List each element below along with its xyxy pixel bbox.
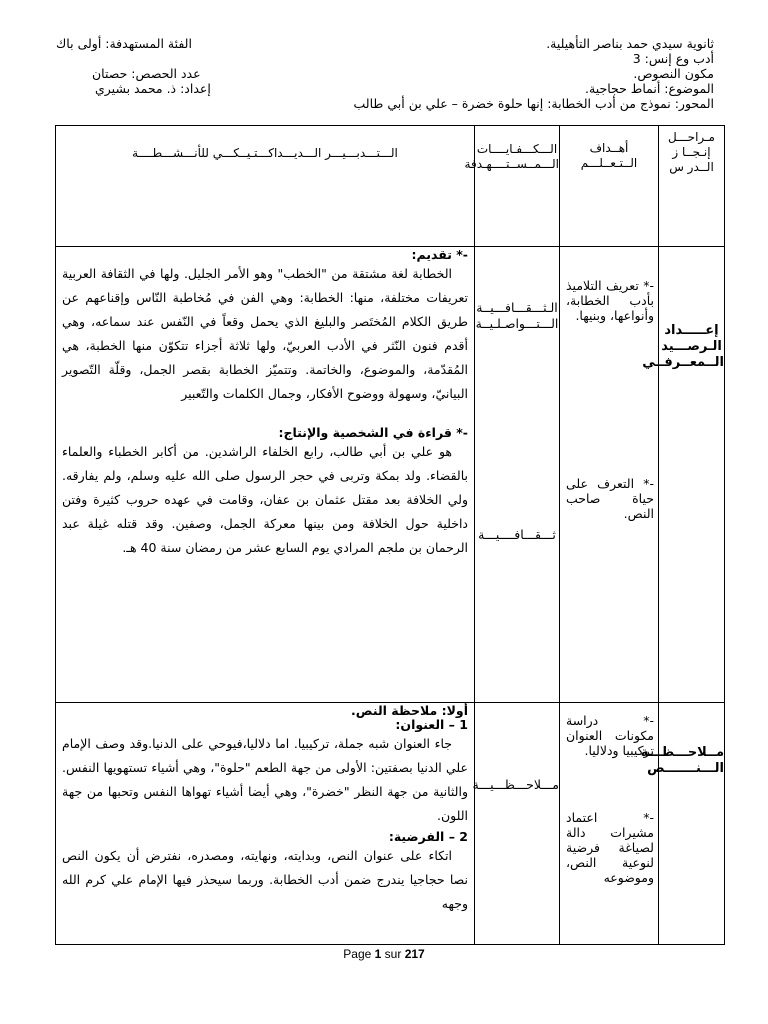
axis-line: المحور: نموذج من أدب الخطابة: إنها حلوة خضرة – علي بن أبي طالب — [353, 96, 714, 111]
section-title: -* تقديم: — [411, 247, 468, 262]
header-competencies: الـــكـــفـايــــات الـــمــســتــــهـدفة — [475, 126, 560, 247]
stage-cell — [642, 247, 725, 703]
stage-cell — [640, 703, 725, 945]
page-footer — [0, 947, 768, 961]
competency-item: مـــلاحـــظـــيـــة — [472, 777, 559, 792]
section-title: -* قراءة في الشخصية والإنتاج: — [278, 425, 468, 440]
competencies-cell — [475, 247, 560, 703]
goal-item: -* التعرف على حياة صاحب النص. — [566, 476, 654, 521]
goals-cell — [560, 247, 659, 703]
competencies-cell — [472, 703, 560, 945]
sessions-count: عدد الحصص: حصتان — [92, 66, 201, 81]
header-stages: مـراحـــل إنـجــا ز الــدر س — [659, 126, 725, 247]
goal-item: -* تعريف التلاميذ بأدب الخطابة، وأنواعها، وبنيها. — [566, 278, 654, 323]
section-title: 1 – العنوان: — [395, 717, 468, 732]
table-row — [56, 703, 725, 945]
school-name: ثانوية سيدي حمد بناصر التأهيلية. — [546, 36, 714, 51]
component-line: مكون النصوص. — [633, 66, 714, 81]
goal-item: -* اعتماد مشيرات دالة لصياغة فرضية لنوعية النص، وموضوعه — [566, 810, 654, 885]
table-header-row — [56, 126, 725, 247]
target-group: الفئة المستهدفة: أولى باك — [56, 36, 192, 51]
prepared-by: إعداد: ذ. محمد بشيري — [95, 81, 211, 96]
topic-line: الموضوع: أنماط حجاجية. — [585, 81, 714, 96]
header-activities: الـــتـــدبـــيـــر الـــديـــداكـــتـيــكـــي للأنـــشـــطــــة — [56, 126, 475, 247]
table-row — [56, 247, 725, 703]
section-title: 2 – الفرضية: — [388, 829, 468, 844]
page-total: 217 — [404, 947, 425, 961]
activities-cell — [56, 703, 475, 945]
goals-cell — [560, 703, 659, 945]
stage-label: مــلاحـــظـــة الـــنـــــــص — [640, 745, 724, 776]
section-text: هو علي بن أبي طالب، رابع الخلفاء الراشدين. من أكابر الخطباء والعلماء بالقضاء. ولد بمكة وتربى في حجر الرسول صلى الله عليه وسلم، ولم يفارقه. ولي الخلافة بعد مقتل عثمان بن عفان، وقامت في عهده حروب كثيرة وفتن داخلية حول الخلافة ومن بينها معركة الجمل، وصفين. وقد قتله غيلة عبد الرحمان بن ملجم المرادي يوم السابع عشر من رمضان سنة 40 هـ. — [62, 444, 468, 555]
section-text: اتكاء على عنوان النص، وبدايته، ونهايته، ومصدره، نفترض أن يكون النص نصا حجاجيا يندرج ضمن أدب الخطابة. وربما سيحذر فيها الإمام علي كرم الله وجهه — [62, 848, 468, 911]
section-text: جاء العنوان شبه جملة، تركيبيا. اما دلاليا،فيوحي على الدنيا.وقد وصف الإمام علي الدنيا بصفتين: الأولى من جهة الطعم "حلوة"، وهي أشياء تستهويها النفس. والثانية من جهة النظر "خضرة"، وهي أيضا أشياء تهواها النفس وتحبها من جهة اللون. — [62, 736, 468, 823]
competency-item: الـثـــقـــافـــيــة الـــتـــواصـلـيــة — [475, 300, 559, 331]
activities-cell — [56, 247, 475, 703]
goal-item: -* دراسة مكونات العنوان تركيبيا ودلاليا. — [566, 713, 654, 758]
branch-level: أدب وع إنس: 3 — [632, 51, 714, 66]
competency-item: ثـــقـــافــــيـــة — [478, 527, 556, 542]
of-label: sur — [384, 947, 402, 961]
section-text: الخطابة لغة مشتقة من "الخطب" وهو الأمر الجليل. ولها في الثقافة العربية تعريفات مختلفة، منها: الخطابة: وهي الفن في مُخاطبة النّاس وإقناعهم عن طريق الكلام المُختَصر والبليغ الذي يحمل وقعاً في النّفس عند سماعه، وهي أقدم فنون النّثر في الأدب العربيّ، ولها ثلاثة أجزاء تتكوّن منها الخطبة، هي المُقدّمة، والموضوع، والخاتمة. وتتميّز الخطابة بقصر الجمل، وقلّة التّصوير البيانيّ، وسهولة ووضوح الأفكار، وجمال الكلمات والتّعبير — [62, 266, 468, 401]
section-title: أولا: ملاحظة النص. — [351, 703, 468, 718]
page-label: Page — [343, 947, 372, 961]
stage-label: إعـــــداد الـرصـــيد الــمعــرفــي — [642, 323, 724, 370]
header-goals: أهــداف الــتـعــلـــم — [560, 126, 659, 247]
header-right-block — [354, 36, 714, 111]
page-number: 1 — [374, 947, 382, 961]
lesson-plan-table — [55, 125, 725, 945]
